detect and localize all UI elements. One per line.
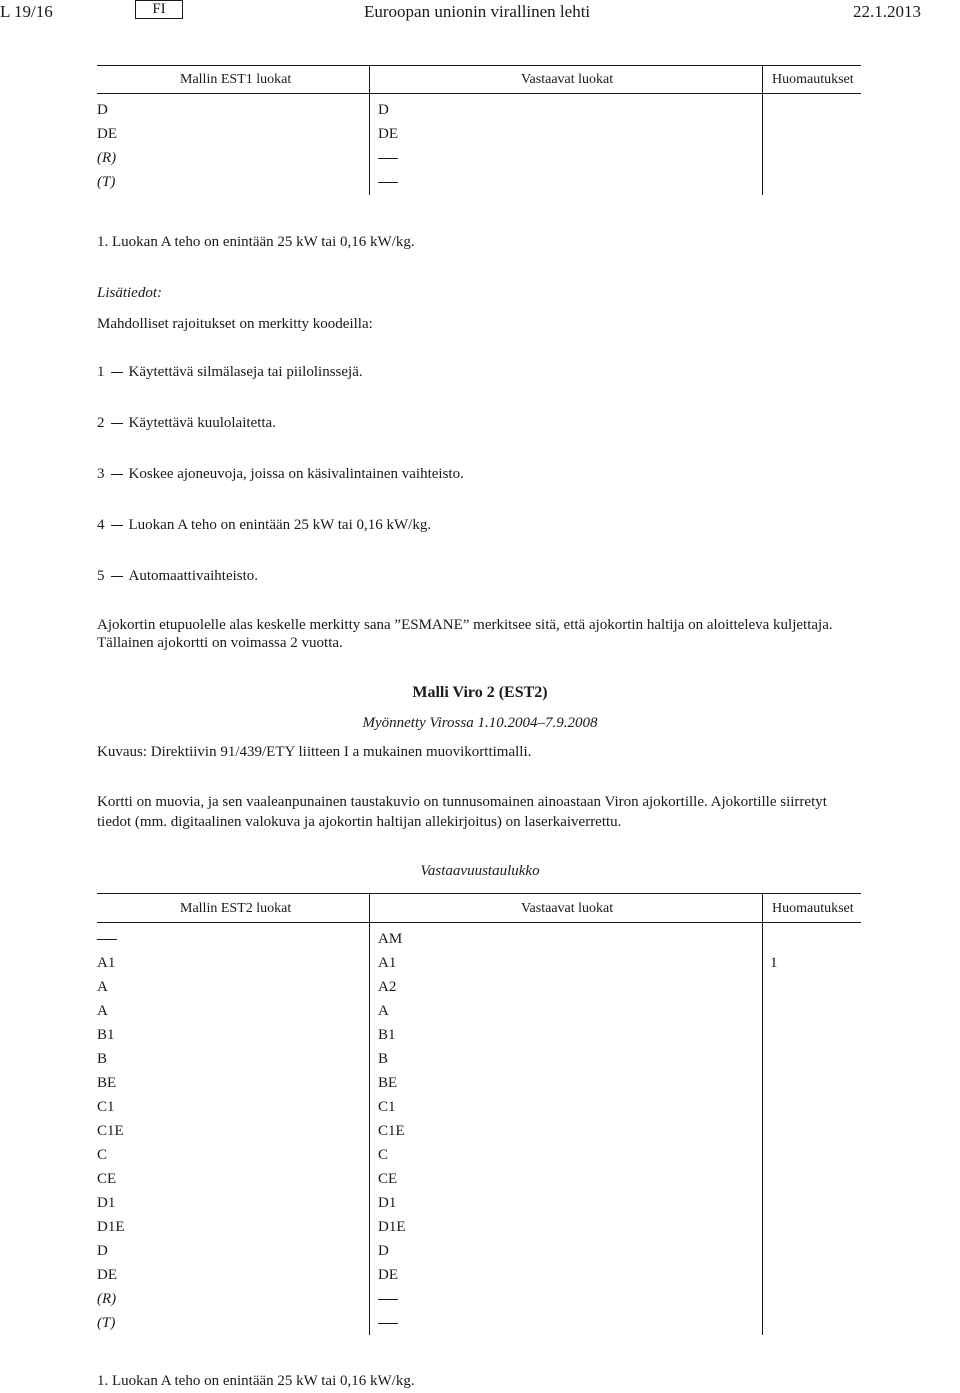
table-cell: D1 <box>378 1195 397 1211</box>
table-cell <box>378 149 398 167</box>
dash-mark <box>378 182 398 183</box>
column-divider <box>369 66 370 195</box>
table-cell: DE <box>97 126 117 142</box>
page-reference: L 19/16 <box>0 2 53 21</box>
dash-separator <box>111 423 123 424</box>
footnote: 1. Luokan A teho on enintään 25 kW tai 0,16 kW/kg. <box>97 1373 415 1389</box>
code-text: Automaattivaihteisto. <box>128 568 259 584</box>
table-header-col2: Vastaavat luokat <box>521 901 614 916</box>
table-cell: AM <box>378 931 403 947</box>
table-cell: BE <box>378 1075 398 1091</box>
code-number: 5 <box>97 568 105 584</box>
table-cell: D1E <box>378 1219 406 1235</box>
table-cell <box>378 1314 398 1332</box>
card-paragraph-line1: Kortti on muovia, ja sen vaaleanpunainen taustakuvio on tunnusomainen ainoastaan Viron ajokortille. Ajokortille siirretyt <box>97 794 827 810</box>
table-cell: CE <box>378 1171 398 1187</box>
table-cell: A <box>97 979 108 995</box>
table-cell <box>97 930 117 948</box>
model-title: Malli Viro 2 (EST2) <box>412 684 548 701</box>
table-cell: DE <box>97 1267 117 1283</box>
dash-separator <box>111 474 123 475</box>
language-code: FI <box>135 0 183 19</box>
table-header-col1: Mallin EST2 luokat <box>180 901 292 916</box>
column-divider <box>762 66 763 195</box>
table-cell: A <box>97 1003 108 1019</box>
column-divider <box>369 894 370 1335</box>
card-paragraph-line2: tiedot (mm. digitaalinen valokuva ja ajokortin haltijan allekirjoitus) on laserkaiverrettu. <box>97 814 622 830</box>
code-text: Luokan A teho on enintään 25 kW tai 0,16 kW/kg. <box>128 517 432 533</box>
table-cell: B <box>378 1051 389 1067</box>
dash-separator <box>111 372 123 373</box>
dash-separator <box>111 576 123 577</box>
table-cell: A1 <box>378 955 397 971</box>
code-number: 4 <box>97 517 105 533</box>
code-number: 3 <box>97 466 105 482</box>
table-title: Vastaavuustaulukko <box>420 863 540 879</box>
table-cell: B1 <box>97 1027 115 1043</box>
table-cell: C1E <box>378 1123 405 1139</box>
table-cell: D1E <box>97 1219 125 1235</box>
table-cell: (R) <box>97 150 117 166</box>
table-cell: 1 <box>770 955 778 971</box>
code-text: Käytettävä silmälaseja tai piilolinssejä. <box>128 364 363 380</box>
dash-separator <box>111 525 123 526</box>
publication-date: 22.1.2013 <box>853 2 921 21</box>
table-cell: C <box>97 1147 108 1163</box>
table-cell: C1E <box>97 1123 124 1139</box>
table-cell: C1 <box>378 1099 396 1115</box>
table-cell: A2 <box>378 979 397 995</box>
table-cell: DE <box>378 126 398 142</box>
section-label: Lisätiedot: <box>97 285 163 301</box>
table-cell: B <box>97 1051 108 1067</box>
table-cell: CE <box>97 1171 117 1187</box>
table-cell: (R) <box>97 1291 117 1307</box>
column-divider <box>762 894 763 1335</box>
table-header-col3: Huomautukset <box>772 72 854 87</box>
table-cell <box>378 173 398 191</box>
table-cell: D <box>97 102 108 118</box>
journal-title: Euroopan unionin virallinen lehti <box>364 2 591 21</box>
dash-mark <box>97 939 117 940</box>
restriction-code-item <box>97 363 363 381</box>
esmane-paragraph-line1: Ajokortin etupuolelle alas keskelle merkitty sana ”ESMANE” merkitsee sitä, että ajokortin haltija on aloitteleva kuljettaja. <box>97 617 833 633</box>
table-cell <box>378 1290 398 1308</box>
table-top-rule <box>97 65 861 66</box>
table-cell: D <box>97 1243 108 1259</box>
dash-mark <box>378 1323 398 1324</box>
table-header-col3: Huomautukset <box>772 901 854 916</box>
issued-period: Myönnetty Virossa 1.10.2004–7.9.2008 <box>362 715 598 731</box>
restrictions-intro: Mahdolliset rajoitukset on merkitty koodeilla: <box>97 316 373 332</box>
code-number: 2 <box>97 415 105 431</box>
restriction-code-item <box>97 465 464 483</box>
table-cell: C1 <box>97 1099 115 1115</box>
table-cell: DE <box>378 1267 398 1283</box>
model-description: Kuvaus: Direktiivin 91/439/ETY liitteen I a mukainen muovikorttimalli. <box>97 744 532 760</box>
code-text: Käytettävä kuulolaitetta. <box>128 415 276 431</box>
table-header-col1: Mallin EST1 luokat <box>180 72 292 87</box>
restriction-code-item <box>97 414 276 432</box>
table-top-rule <box>97 893 861 894</box>
table-cell: B1 <box>378 1027 396 1043</box>
dash-mark <box>378 1299 398 1300</box>
code-number: 1 <box>97 364 105 380</box>
dash-mark <box>378 158 398 159</box>
table-cell: D <box>378 1243 389 1259</box>
table-header-col2: Vastaavat luokat <box>521 72 614 87</box>
table-cell: D1 <box>97 1195 116 1211</box>
table-header-rule <box>97 93 861 94</box>
table-cell: A <box>378 1003 389 1019</box>
restriction-code-item <box>97 567 258 585</box>
esmane-paragraph-line2: Tällainen ajokortti on voimassa 2 vuotta. <box>97 635 343 651</box>
table-cell: BE <box>97 1075 117 1091</box>
table-header-rule <box>97 922 861 923</box>
table-cell: (T) <box>97 1315 116 1331</box>
table-cell: D <box>378 102 389 118</box>
footnote: 1. Luokan A teho on enintään 25 kW tai 0,16 kW/kg. <box>97 234 415 250</box>
code-text: Koskee ajoneuvoja, joissa on käsivalintainen vaihteisto. <box>128 466 464 482</box>
table-cell: C <box>378 1147 389 1163</box>
restriction-code-item <box>97 516 431 534</box>
table-cell: A1 <box>97 955 116 971</box>
table-cell: (T) <box>97 174 116 190</box>
